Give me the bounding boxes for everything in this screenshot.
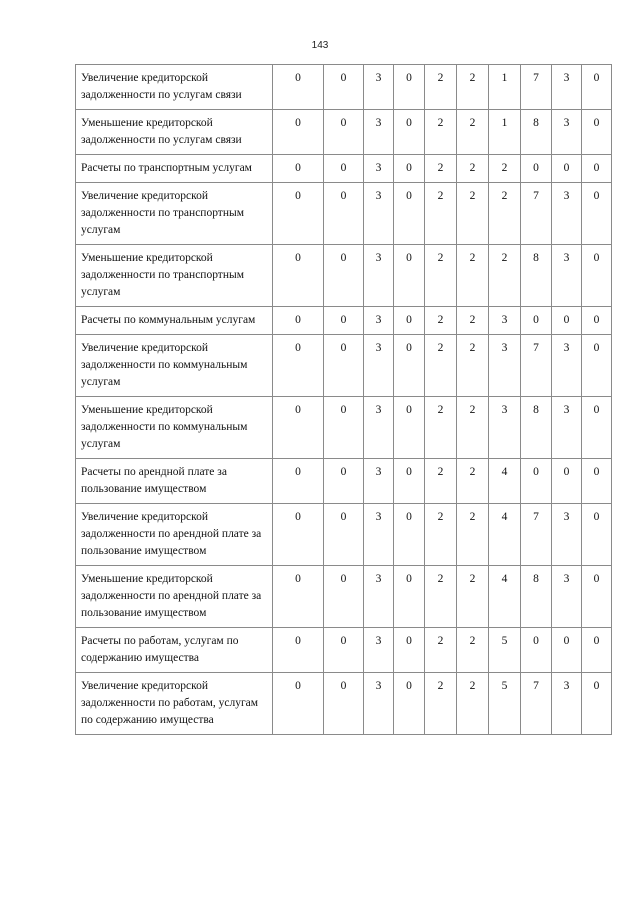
table-row: [76, 183, 612, 245]
account-description: Расчеты по арендной плате за пользование имуществом: [76, 459, 273, 504]
code-digit-8: 7: [521, 183, 552, 245]
account-codes-table: [75, 64, 612, 735]
account-description: Уменьшение кредиторской задолженности по коммунальным услугам: [76, 397, 273, 459]
code-digit-5: 2: [425, 183, 457, 245]
code-digit-1: 0: [273, 459, 324, 504]
code-digit-5: 2: [425, 335, 457, 397]
code-digit-3: 3: [364, 397, 394, 459]
code-digit-8: 7: [521, 673, 552, 735]
code-digit-4: 0: [394, 504, 425, 566]
code-digit-2: 0: [324, 397, 364, 459]
code-digit-4: 0: [394, 183, 425, 245]
code-digit-6: 2: [457, 335, 489, 397]
code-digit-1: 0: [273, 183, 324, 245]
code-digit-8: 7: [521, 65, 552, 110]
code-digit-3: 3: [364, 335, 394, 397]
code-digit-7: 4: [489, 459, 521, 504]
code-digit-8: 0: [521, 459, 552, 504]
code-digit-9: 3: [552, 245, 582, 307]
code-digit-5: 2: [425, 673, 457, 735]
account-description: Расчеты по транспортным услугам: [76, 155, 273, 183]
code-digit-3: 3: [364, 155, 394, 183]
table-row: [76, 397, 612, 459]
code-digit-2: 0: [324, 245, 364, 307]
code-digit-9: 3: [552, 65, 582, 110]
code-digit-7: 2: [489, 155, 521, 183]
code-digit-5: 2: [425, 628, 457, 673]
code-digit-3: 3: [364, 245, 394, 307]
page-number: 143: [311, 40, 329, 51]
code-digit-6: 2: [457, 504, 489, 566]
code-digit-7: 2: [489, 183, 521, 245]
code-digit-6: 2: [457, 673, 489, 735]
table-row: [76, 155, 612, 183]
code-digit-1: 0: [273, 110, 324, 155]
code-digit-10: 0: [582, 155, 612, 183]
code-digit-3: 3: [364, 459, 394, 504]
code-digit-5: 2: [425, 155, 457, 183]
account-description: Уменьшение кредиторской задолженности по услугам связи: [76, 110, 273, 155]
code-digit-6: 2: [457, 459, 489, 504]
code-digit-5: 2: [425, 459, 457, 504]
code-digit-3: 3: [364, 628, 394, 673]
account-description: Увеличение кредиторской задолженности по работам, услугам по содержанию имущества: [76, 673, 273, 735]
code-digit-8: 0: [521, 628, 552, 673]
code-digit-10: 0: [582, 459, 612, 504]
code-digit-3: 3: [364, 65, 394, 110]
code-digit-4: 0: [394, 307, 425, 335]
code-digit-9: 0: [552, 307, 582, 335]
account-description: Расчеты по работам, услугам по содержанию имущества: [76, 628, 273, 673]
code-digit-4: 0: [394, 459, 425, 504]
code-digit-8: 8: [521, 566, 552, 628]
code-digit-2: 0: [324, 566, 364, 628]
code-digit-10: 0: [582, 397, 612, 459]
code-digit-1: 0: [273, 335, 324, 397]
table-row: [76, 65, 612, 110]
code-digit-3: 3: [364, 673, 394, 735]
code-digit-7: 1: [489, 65, 521, 110]
code-digit-5: 2: [425, 245, 457, 307]
code-digit-8: 0: [521, 307, 552, 335]
code-digit-5: 2: [425, 307, 457, 335]
code-digit-9: 0: [552, 155, 582, 183]
table-row: [76, 335, 612, 397]
code-digit-1: 0: [273, 307, 324, 335]
code-digit-2: 0: [324, 65, 364, 110]
account-description: Увеличение кредиторской задолженности по услугам связи: [76, 65, 273, 110]
code-digit-9: 3: [552, 110, 582, 155]
code-digit-7: 3: [489, 335, 521, 397]
code-digit-5: 2: [425, 65, 457, 110]
code-digit-6: 2: [457, 110, 489, 155]
code-digit-10: 0: [582, 628, 612, 673]
account-description: Уменьшение кредиторской задолженности по транспортным услугам: [76, 245, 273, 307]
table-row: [76, 673, 612, 735]
code-digit-7: 4: [489, 504, 521, 566]
code-digit-9: 3: [552, 335, 582, 397]
code-digit-10: 0: [582, 307, 612, 335]
code-digit-1: 0: [273, 628, 324, 673]
account-description: Увеличение кредиторской задолженности по коммунальным услугам: [76, 335, 273, 397]
code-digit-6: 2: [457, 397, 489, 459]
code-digit-4: 0: [394, 65, 425, 110]
code-digit-1: 0: [273, 504, 324, 566]
code-digit-6: 2: [457, 307, 489, 335]
code-digit-2: 0: [324, 673, 364, 735]
table-body: [76, 65, 612, 735]
account-description: Уменьшение кредиторской задолженности по арендной плате за пользование имуществом: [76, 566, 273, 628]
account-description: Увеличение кредиторской задолженности по транспортным услугам: [76, 183, 273, 245]
code-digit-10: 0: [582, 65, 612, 110]
code-digit-7: 2: [489, 245, 521, 307]
code-digit-8: 8: [521, 110, 552, 155]
code-digit-3: 3: [364, 183, 394, 245]
table-row: [76, 504, 612, 566]
code-digit-10: 0: [582, 183, 612, 245]
code-digit-4: 0: [394, 335, 425, 397]
code-digit-10: 0: [582, 673, 612, 735]
table-row: [76, 566, 612, 628]
code-digit-2: 0: [324, 335, 364, 397]
code-digit-2: 0: [324, 110, 364, 155]
code-digit-4: 0: [394, 566, 425, 628]
code-digit-4: 0: [394, 245, 425, 307]
code-digit-10: 0: [582, 566, 612, 628]
code-digit-10: 0: [582, 110, 612, 155]
code-digit-7: 3: [489, 307, 521, 335]
code-digit-6: 2: [457, 183, 489, 245]
code-digit-1: 0: [273, 673, 324, 735]
code-digit-2: 0: [324, 307, 364, 335]
code-digit-10: 0: [582, 504, 612, 566]
code-digit-1: 0: [273, 65, 324, 110]
code-digit-2: 0: [324, 459, 364, 504]
code-digit-4: 0: [394, 110, 425, 155]
code-digit-1: 0: [273, 397, 324, 459]
code-digit-7: 4: [489, 566, 521, 628]
code-digit-9: 3: [552, 183, 582, 245]
code-digit-1: 0: [273, 155, 324, 183]
code-digit-7: 5: [489, 673, 521, 735]
code-digit-8: 0: [521, 155, 552, 183]
code-digit-4: 0: [394, 673, 425, 735]
code-digit-7: 5: [489, 628, 521, 673]
code-digit-9: 3: [552, 673, 582, 735]
code-digit-6: 2: [457, 566, 489, 628]
code-digit-6: 2: [457, 65, 489, 110]
code-digit-7: 3: [489, 397, 521, 459]
code-digit-6: 2: [457, 245, 489, 307]
code-digit-4: 0: [394, 397, 425, 459]
code-digit-4: 0: [394, 155, 425, 183]
code-digit-4: 0: [394, 628, 425, 673]
table-row: [76, 459, 612, 504]
code-digit-2: 0: [324, 183, 364, 245]
code-digit-2: 0: [324, 628, 364, 673]
code-digit-7: 1: [489, 110, 521, 155]
code-digit-5: 2: [425, 504, 457, 566]
code-digit-9: 3: [552, 504, 582, 566]
code-digit-9: 0: [552, 459, 582, 504]
code-digit-3: 3: [364, 504, 394, 566]
code-digit-9: 3: [552, 397, 582, 459]
code-digit-2: 0: [324, 504, 364, 566]
code-digit-6: 2: [457, 155, 489, 183]
code-digit-2: 0: [324, 155, 364, 183]
code-digit-8: 7: [521, 504, 552, 566]
account-description: Расчеты по коммунальным услугам: [76, 307, 273, 335]
code-digit-8: 8: [521, 245, 552, 307]
code-digit-9: 0: [552, 628, 582, 673]
code-digit-5: 2: [425, 397, 457, 459]
code-digit-5: 2: [425, 110, 457, 155]
table-row: [76, 628, 612, 673]
code-digit-3: 3: [364, 110, 394, 155]
table-row: [76, 110, 612, 155]
code-digit-9: 3: [552, 566, 582, 628]
table-row: [76, 245, 612, 307]
code-digit-8: 8: [521, 397, 552, 459]
code-digit-10: 0: [582, 335, 612, 397]
code-digit-6: 2: [457, 628, 489, 673]
table-row: [76, 307, 612, 335]
code-digit-1: 0: [273, 566, 324, 628]
code-digit-3: 3: [364, 307, 394, 335]
code-digit-3: 3: [364, 566, 394, 628]
code-digit-5: 2: [425, 566, 457, 628]
code-digit-10: 0: [582, 245, 612, 307]
code-digit-1: 0: [273, 245, 324, 307]
account-description: Увеличение кредиторской задолженности по арендной плате за пользование имуществом: [76, 504, 273, 566]
code-digit-8: 7: [521, 335, 552, 397]
